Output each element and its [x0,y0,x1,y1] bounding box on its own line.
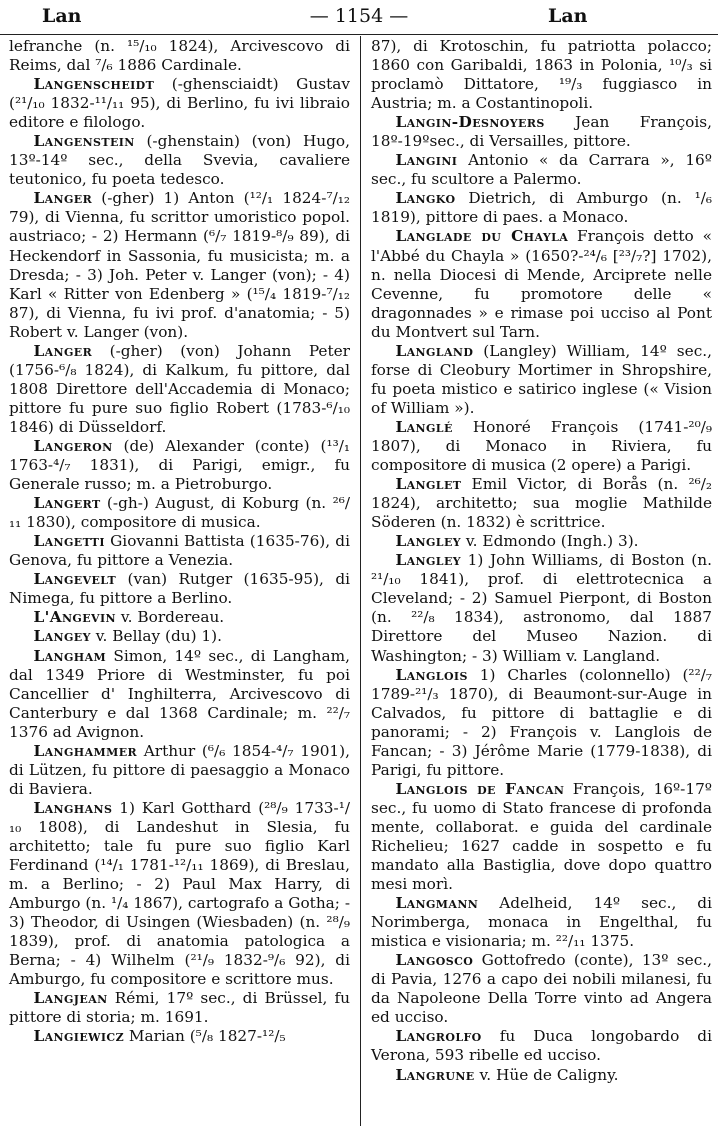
entry-text: 1) John Williams, di Boston (n. ²¹/₁₀ 1841), prof. di elettrotecnica a Cleveland; - 2) Samuel Pierpont, di Boston (n. ²²/₈ 1834), astronomo, dal 1887 Direttore del Museo Nazion. di Washington; - 3) William v. Langland. [371,551,712,665]
entry-headword: Langham [33,646,107,665]
entry-headword: Langlet [395,475,462,494]
entry-headword: Langert [33,494,101,513]
entry-headword: Langjean [33,989,108,1008]
dictionary-entry [9,75,350,132]
dictionary-entry [9,1027,350,1046]
entry-headword: Langlé [395,417,453,436]
dictionary-entry [371,780,712,894]
dictionary-entry [371,227,712,341]
entry-text: fu Duca longobardo di Verona, 593 ribelle ed ucciso. [371,1027,712,1065]
entry-headword: Langmann [395,894,479,913]
dictionary-entry [9,189,350,341]
dictionary-entry [371,418,712,475]
entry-text: 1) Charles (colonnello) (²²/₇ 1789-²¹/₃ 1870), di Beaumont-sur-Auge in Calvados, fu pittore di battaglie e di panorami; - 2) François v. Langlois de Fancan; - 3) Jérôme Marie (1779-1838), di Parigi, fu pittore. [371,665,712,779]
entry-headword: Langey [33,627,91,646]
entry-text: François detto « l'Abbé du Chayla » (1650?-²⁴/₆ [²³/₇?] 1702), n. nella Diocesi di Mende, Arciprete nelle Cevenne, fu promotore delle « dragonnades » e rimase poi ucciso al Pont du Montvert sul Tarn. [371,227,712,341]
entry-headword: Langenstein [33,132,135,151]
entry-text: v. Bellay (du) 1). [90,627,222,646]
entry-text: François, 16º-17º sec., fu uomo di Stato francese di profonda mente, collaborat. e guida del cardinale Richelieu; 1627 cadde in sospetto e fu mandato alla Bastiglia, dove dopo quattro mesi morì. [371,779,712,894]
entry-text: (-gh-) August, di Koburg (n. ²⁶/₁₁ 1830), compositore di musica. [9,494,350,532]
dictionary-entry [371,1066,712,1085]
page-header [0,0,718,35]
dictionary-entry [371,342,712,418]
entry-text: Simon, 14º sec., di Langham, dal 1349 Priore di Westminster, fu poi Cancellier d' Inghilterra, Arcivescovo di Canterbury e dal 1368 Cardinale; m. ²²/₇ 1376 ad Avignon. [9,646,350,741]
dictionary-entry [9,342,350,437]
entry-headword: Langlois [395,665,468,684]
entry-text: Antonio « da Carrara », 16º sec., fu scultore a Palermo. [371,151,712,189]
entry-text: (-ghensciaidt) Gustav (²¹/₁₀ 1832-¹¹/₁₁ 95), di Berlino, fu ivi libraio editore e filologo. [9,75,350,132]
dictionary-entry [371,151,712,189]
dictionary-entry [371,189,712,227]
entry-text: Adelheid, 14º sec., di Norimberga, monaca in Engelthal, fu mistica e visionaria; m. ²²/₁₁ 1375. [371,894,712,951]
entry-text: Gottofredo (conte), 13º sec., di Pavia, 1276 a capo dei nobili milanesi, fu da Napoleone Della Torre vinto ad Angera ed ucciso. [371,951,712,1027]
dictionary-entry [371,551,712,665]
entry-headword: Langini [395,151,458,170]
dictionary-entry [9,608,350,627]
entry-text: v. Bordereau. [115,608,225,627]
dictionary-entry [371,951,712,1027]
entry-text: (-gher) 1) Anton (¹²/₁ 1824-⁷/₁₂ 79), di Vienna, fu scrittor umoristico popol. austriaco; - 2) Hermann (⁶/₇ 1819-⁸/₉ 89), di Heckendorf in Sassonia, fu musicista; m. a Dresda; - 3) Joh. Peter v. Langer (von); - 4) Karl « Ritter von Edenberg » (¹⁵/₄ 1819-⁷/₁₂ 87), di Vienna, fu ivi prof. d'anatomia; - 5) Robert v. Langer (von). [9,189,350,341]
entry-headword: Langhammer [33,741,138,760]
entry-text: Jean François, 18º-19ºsec., di Versailles, pittore. [371,113,712,151]
dictionary-entry [371,1027,712,1065]
entry-headword: Langin-Desnoyers [395,113,545,132]
entry-headword: Langko [395,189,456,208]
entry-text: v. Edmondo (Ingh.) 3). [460,532,639,551]
dictionary-entry [9,989,350,1027]
entry-headword: Langer [33,341,93,360]
entry-text: Giovanni Battista (1635-76), di Genova, fu pittore a Venezia. [9,532,350,570]
dictionary-entry [371,532,712,551]
dictionary-entry [9,570,350,608]
entry-headword: Langlois de Fancan [395,779,565,798]
dictionary-entry [9,627,350,646]
dictionary-entry [9,799,350,989]
right-column [371,37,712,1085]
entry-headword: Langley [395,532,461,551]
entry-text: Arthur (⁶/₆ 1854-⁴/₇ 1901), di Lützen, fu pittore di paesaggio a Monaco di Baviera. [9,741,350,798]
entry-headword: Langeron [33,436,113,455]
dictionary-entry [371,475,712,532]
entry-text: (-gher) (von) Johann Peter (1756-⁶/₈ 1824), di Kalkum, fu pittore, dal 1808 Direttore dell'Accademia di Monaco; pittore fu pure suo figlio Robert (1783-⁶/₁₀ 1846) di Düsseldorf. [9,341,350,436]
entry-headword: Langenscheidt [33,75,155,94]
entry-headword: Langrolfo [395,1027,482,1046]
entry-text: Marian (⁵/₈ 1827-¹²/₅ [124,1027,286,1046]
dictionary-entry [9,494,350,532]
entry-headword: Langiewicz [33,1027,125,1046]
entry-headword: L'Angevin [33,608,116,627]
entry-headword: Langrune [395,1065,475,1084]
entry-headword: Langlade du Chayla [395,227,569,246]
dictionary-entry [9,437,350,494]
entry-text: 87), di Krotoschin, fu patriotta polacco; 1860 con Garibaldi, 1863 in Polonia, ¹⁰/₃ si proclamò Dittatore, ¹⁹/₃ fuggiasco in Austria; m. a Costantinopoli. [371,37,712,113]
entry-headword: Langosco [395,951,474,970]
dictionary-entry [371,666,712,780]
entry-text: Honoré François (1741-²⁰/₉ 1807), di Monaco in Riviera, fu compositore di musica (2 opere) a Parigi. [371,417,712,475]
entry-text: v. Hüe de Caligny. [474,1065,619,1084]
entry-headword: Langevelt [33,570,117,589]
dictionary-entry [371,113,712,151]
entry-text: 1) Karl Gotthard (²⁸/₉ 1733-¹/₁₀ 1808), di Landeshut in Slesia, fu architetto; tale fu pure suo figlio Karl Ferdinand (¹⁴/₁ 1781-¹²/₁₁ 1869), di Breslau, m. a Berlino; - 2) Paul Max Harry, di Amburgo (n. ¹/₄ 1867), cartografo a Gotha; - 3) Theodor, di Usingen (Wiesbaden) (n. ²⁸/₉ 1839), prof. di anatomia patologica a Berna; - 4) Wilhelm (²¹/₉ 1832-⁹/₆ 92), di Amburgo, fu compositore e scrittore mus. [9,798,350,989]
entry-text: Rémi, 17º sec., di Brüssel, fu pittore di storia; m. 1691. [9,989,350,1027]
left-column [9,37,350,1046]
header-left-guideword: Lan [42,5,82,27]
dictionary-entry [9,532,350,570]
entry-text: lefranche (n. ¹⁵/₁₀ 1824), Arcivescovo di Reims, dal ⁷/₆ 1886 Cardinale. [9,37,350,75]
dictionary-entry [9,647,350,742]
dictionary-entry [371,37,712,113]
entry-headword: Langhans [33,798,113,817]
entry-text: Emil Victor, di Borås (n. ²⁶/₂ 1824), architetto; sua moglie Mathilde Söderen (n. 1832) è scrittrice. [371,475,712,532]
entry-text: (-ghenstain) (von) Hugo, 13º-14º sec., della Svevia, cavaliere teutonico, fu poeta tedesco. [9,132,350,189]
column-divider [360,36,361,1126]
entry-text: (de) Alexander (conte) (¹³/₁ 1763-⁴/₇ 1831), di Parigi, emigr., fu Generale russo; m. a Pietroburgo. [9,436,350,494]
entry-headword: Langland [395,341,474,360]
entry-headword: Langley [395,551,461,570]
page-number: — 1154 — [309,5,409,27]
entry-headword: Langetti [33,532,105,551]
entry-text: (van) Rutger (1635-95), di Nimega, fu pittore a Berlino. [9,570,350,608]
dictionary-entry [9,37,350,75]
entry-text: (Langley) William, 14º sec., forse di Cleobury Mortimer in Shropshire, fu poeta mistico e satirico inglese (« Vision of William »). [371,341,712,417]
entry-headword: Langer [33,189,93,208]
entry-text: Dietrich, di Amburgo (n. ¹/₆ 1819), pittore di paes. a Monaco. [371,189,712,227]
header-right-guideword: Lan [548,5,588,27]
dictionary-entry [9,132,350,189]
dictionary-entry [9,742,350,799]
dictionary-entry [371,894,712,951]
